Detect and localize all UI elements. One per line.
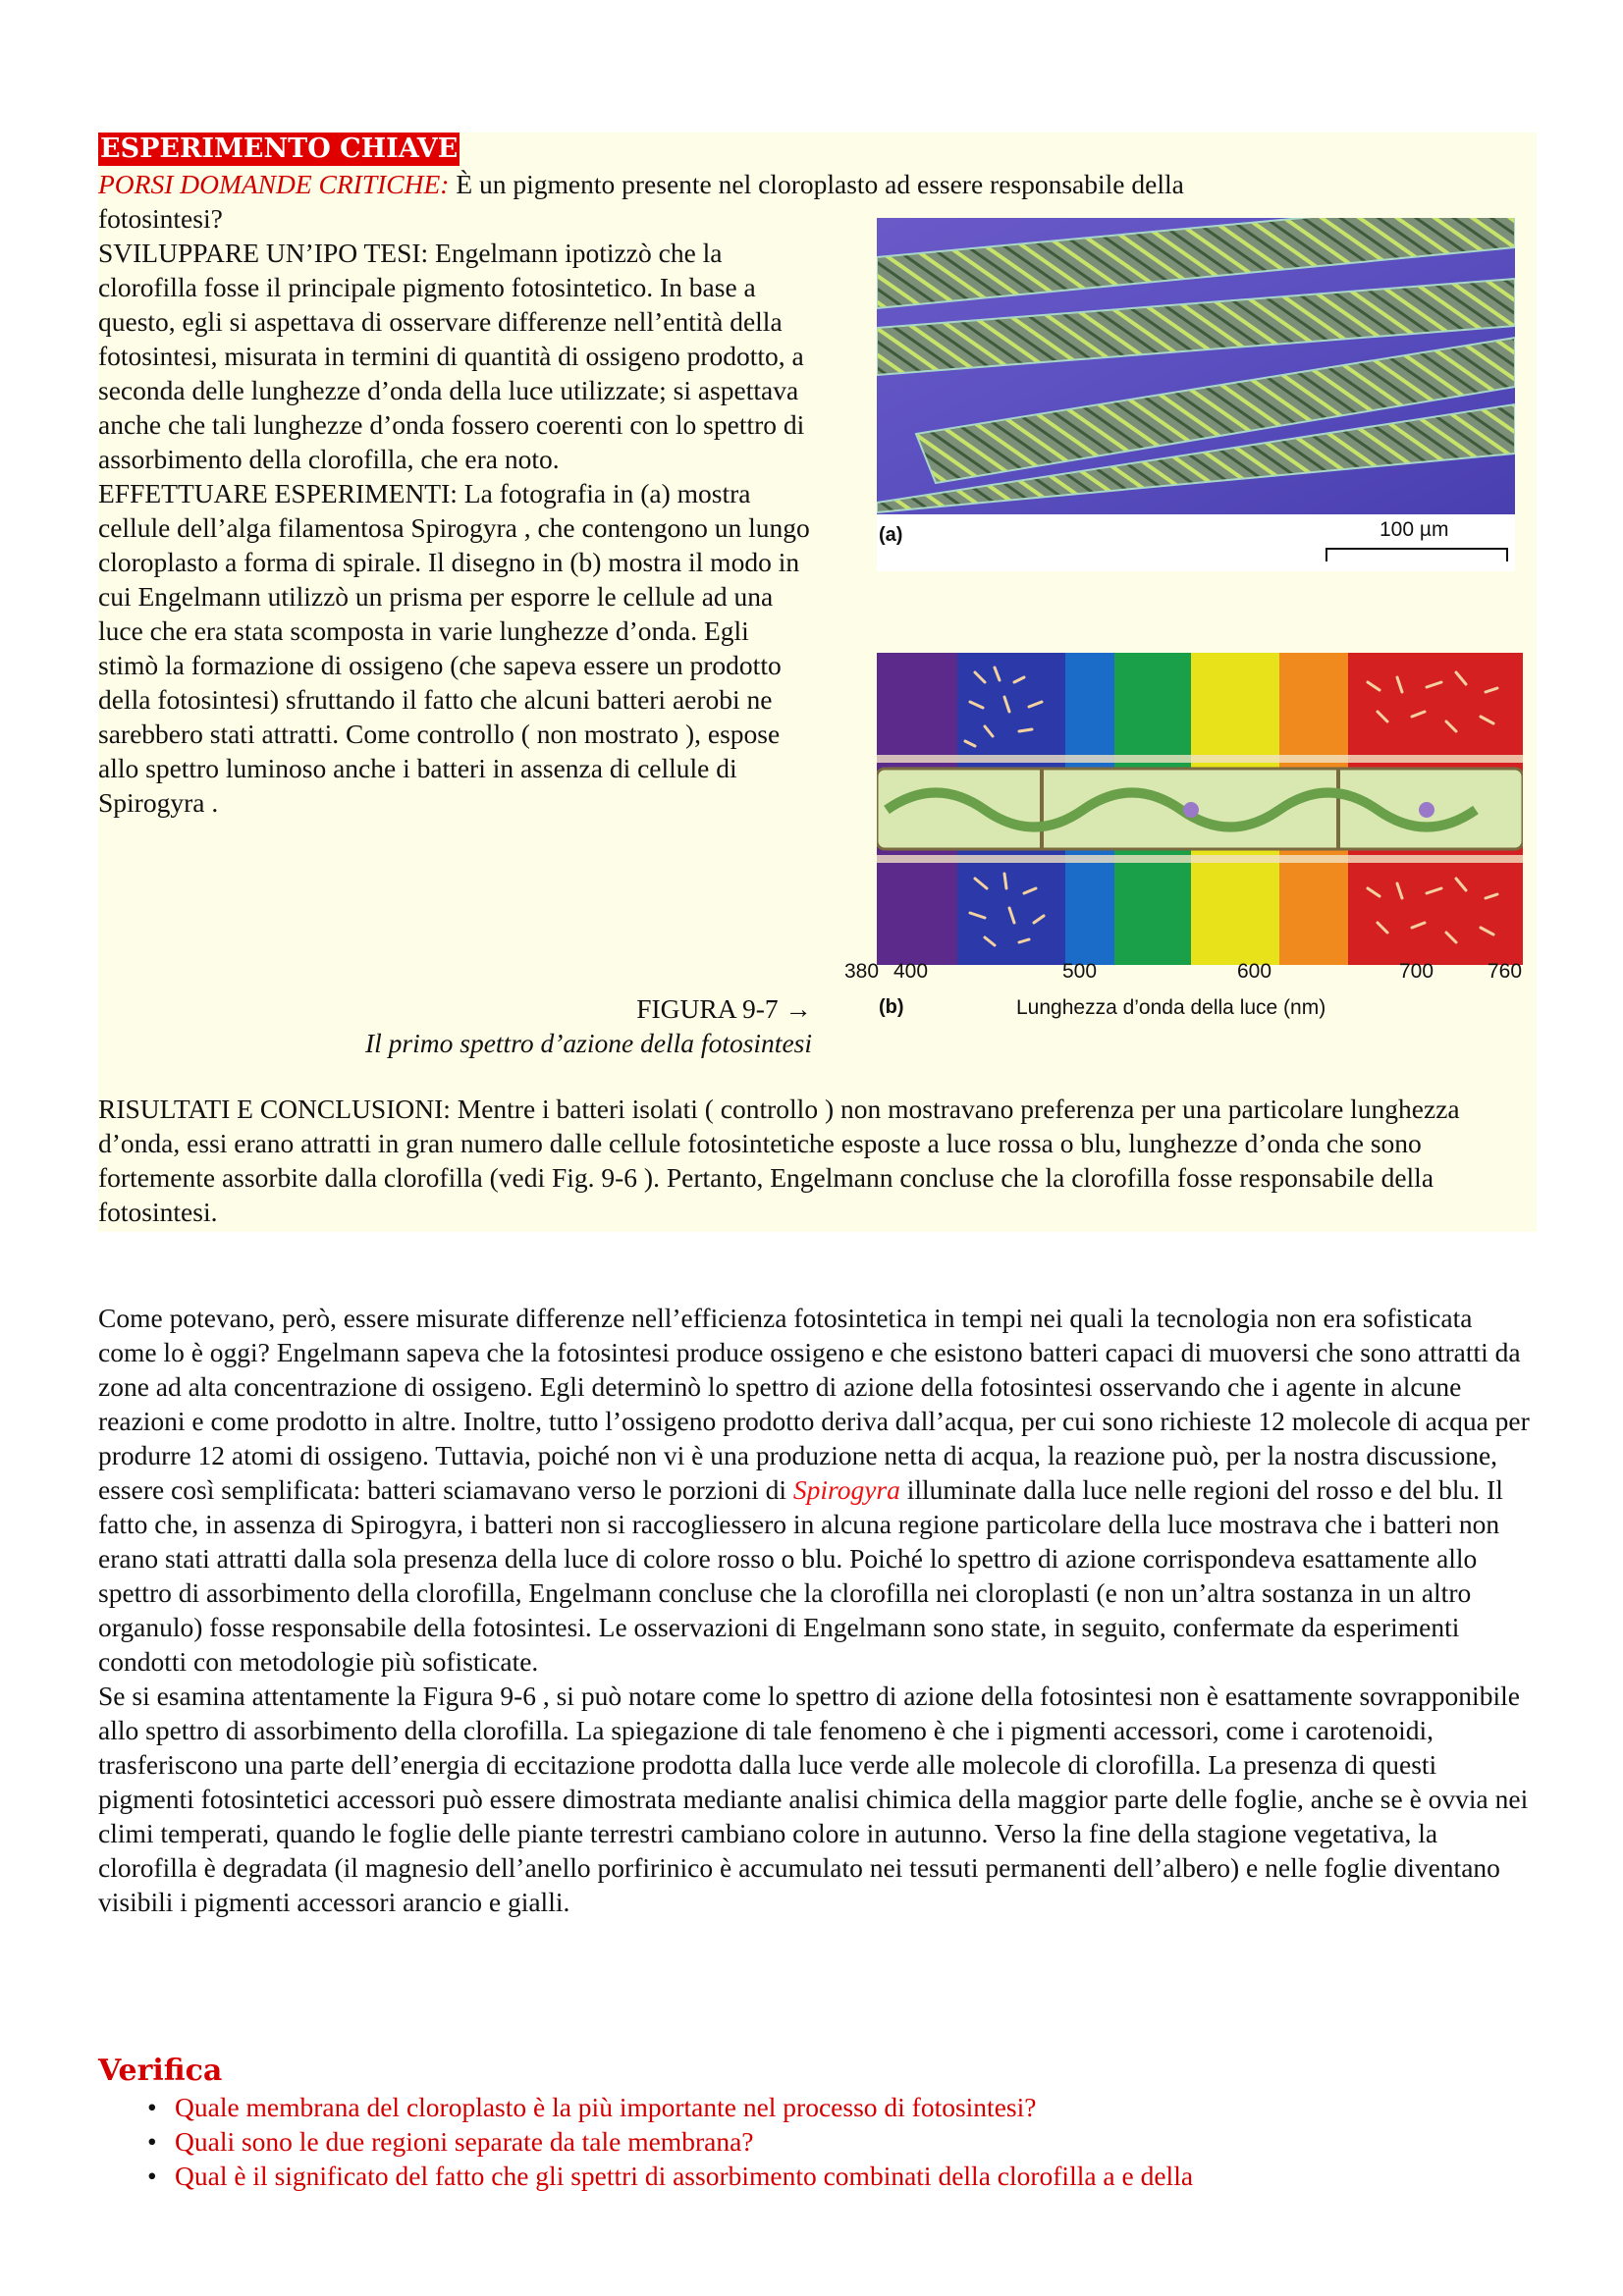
panel-a-label: (a)	[879, 524, 903, 546]
axis-title: Lunghezza d’onda della luce (nm)	[1016, 996, 1326, 1019]
axis-tick: 380	[844, 960, 880, 983]
verifica-item: • Quali sono le due regioni separate da tale membrana?	[137, 2124, 1532, 2159]
figure-caption-text: Il primo spettro d’azione della fotosintesi	[365, 1028, 812, 1058]
axis-tick: 700	[1399, 960, 1434, 983]
axis-tick: 760	[1488, 960, 1523, 983]
verifica-item: • Qual è il significato del fatto che gli spettri di assorbimento combinati della clorofilla a e della	[137, 2159, 1532, 2193]
verifica-list	[137, 2090, 1532, 2193]
spirogyra-term: Spirogyra	[792, 1474, 900, 1505]
body-text	[98, 1301, 1537, 1919]
question-label: PORSI DOMANDE CRITICHE:	[98, 169, 450, 199]
paragraph-1: Come potevano, però, essere misurate differenze nell’efficienza fotosintetica in tempi nei quali la tecnologia non era sofisticata come lo è oggi? Engelmann sapeva che la fotosintesi produce ossigeno e che esistono batteri capaci di muoversi che sono attratti da zone ad alta concentrazione di ossigeno. Egli determinò lo spettro di azione della fotosintesi osservando che i agente in alcune reazioni e come prodotto in altre. Inoltre, tutto l’ossigeno prodotto deriva dall’acqua, per cui sono richieste 12 molecole di acqua per produrre 12 atomi di ossigeno. Tuttavia, poiché non vi è una produzione netta di acqua, la reazione può, per la nostra discussione, essere così semplificata: batteri sciamavano verso le porzioni di Spirogyra illuminate dalla luce nelle regioni del rosso e del blu. Il fatto che, in assenza di Spirogyra, i batteri non si raccogliessero in alcuna regione particolare della luce mostrava che i batteri non erano stati attratti dalla sola presenza della luce di colore rosso o blu. Poiché lo spettro di azione corrispondeva esattamente allo spettro di assorbimento della clorofilla, Engelmann concluse che la clorofilla nei cloroplasti (e non un’altra sostanza in un altro organulo) fosse responsabile della fotosintesi. Le osservazioni di Engelmann sono state, in seguito, confermate da esperimenti condotti con metodologie più sofisticate.	[98, 1303, 1530, 1677]
scale-bar-label: 100 µm	[1380, 518, 1449, 541]
axis-tick: 500	[1062, 960, 1098, 983]
axis-tick: 400	[893, 960, 929, 983]
spectrum-drawing	[877, 653, 1523, 965]
experiment-left-column: fotosintesi? SVILUPPARE UN’IPO TESI: Engelmann ipotizzò che la clorofilla fosse il principale pigmento fotosintetico. In base a questo, egli si aspettava di osservare differenze nell’entità della fotosintesi, misurata in termini di quantità di ossigeno prodotto, a seconda delle lunghezze d’onda della luce utilizzate; si aspettava anche che tali lunghezze d’onda fossero coerenti con lo spettro di assorbimento della clorofilla, che era noto. EFFETTUARE ESPERIMENTI: La fotografia in (a) mostra cellule dell’alga filamentosa Spirogyra , che contengono un lungo cloroplasto a forma di spirale. Il disegno in (b) mostra il modo in cui Engelmann utilizzò un prisma per esporre le cellule ad una luce che era stata scomposta in varie lunghezze d’onda. Egli stimò la formazione di ossigeno (che sapeva essere un prodotto della fotosintesi) sfruttando il fatto che alcuni batteri aerobi ne sarebbero stati attratti. Come controllo ( non mostrato ), espose allo spettro luminoso anche i batteri in assenza di cellule di Spirogyra .	[98, 203, 810, 818]
paragraph-2: Se si esamina attentamente la Figura 9-6 , si può notare come lo spettro di azione della fotosintesi non è esattamente sovrapponibile allo spettro di assorbimento della clorofilla. La spiegazione di tale fenomeno è che i pigmenti accessori, come i carotenoidi, trasferiscono una parte dell’energia di eccitazione prodotta dalla luce verde alle molecole di clorofilla. La presenza di questi pigmenti fotosintetici accessori può essere dimostrata mediante analisi chimica della maggior parte delle foglie, anche se è ovvia nei climi temperati, quando le foglie delle piante terrestri cambiano colore in autunno. Verso la fine della stagione vegetativa, la clorofilla è degradata (il magnesio dell’anello porfirinico è accumulato nei tessuti permanenti dell’albero) e nelle foglie diventano visibili i pigmenti accessori arancio e gialli.	[98, 1681, 1529, 1917]
figure-caption	[98, 991, 812, 1060]
verifica-item: • Quale membrana del cloroplasto è la più importante nel processo di fotosintesi?	[137, 2090, 1532, 2124]
figure-label: FIGURA 9-7 →	[636, 993, 812, 1024]
experiment-label: ESPERIMENTO CHIAVE	[100, 133, 459, 164]
spirogyra-filament	[877, 769, 1523, 849]
results-conclusions: RISULTATI E CONCLUSIONI: Mentre i batteri isolati ( controllo ) non mostravano preferenza per una particolare lunghezza d’onda, essi erano attratti in gran numero dalle cellule fotosintetiche esposte a luce rossa o blu, lunghezze d’onda che sono fortemente assorbite dalla clorofilla (vedi Fig. 9-6 ). Pertanto, Engelmann concluse che la clorofilla fosse responsabile della fotosintesi.	[98, 1094, 1460, 1227]
spectrum-axis	[844, 960, 1532, 989]
scale-bar	[1325, 548, 1508, 561]
axis-tick: 600	[1237, 960, 1272, 983]
question-text: È un pigmento presente nel cloroplasto ad essere responsabile della	[449, 169, 1184, 199]
verifica-heading: Verifica	[98, 2054, 223, 2088]
question-line	[98, 167, 1537, 201]
panel-b-label: (b)	[879, 996, 904, 1018]
